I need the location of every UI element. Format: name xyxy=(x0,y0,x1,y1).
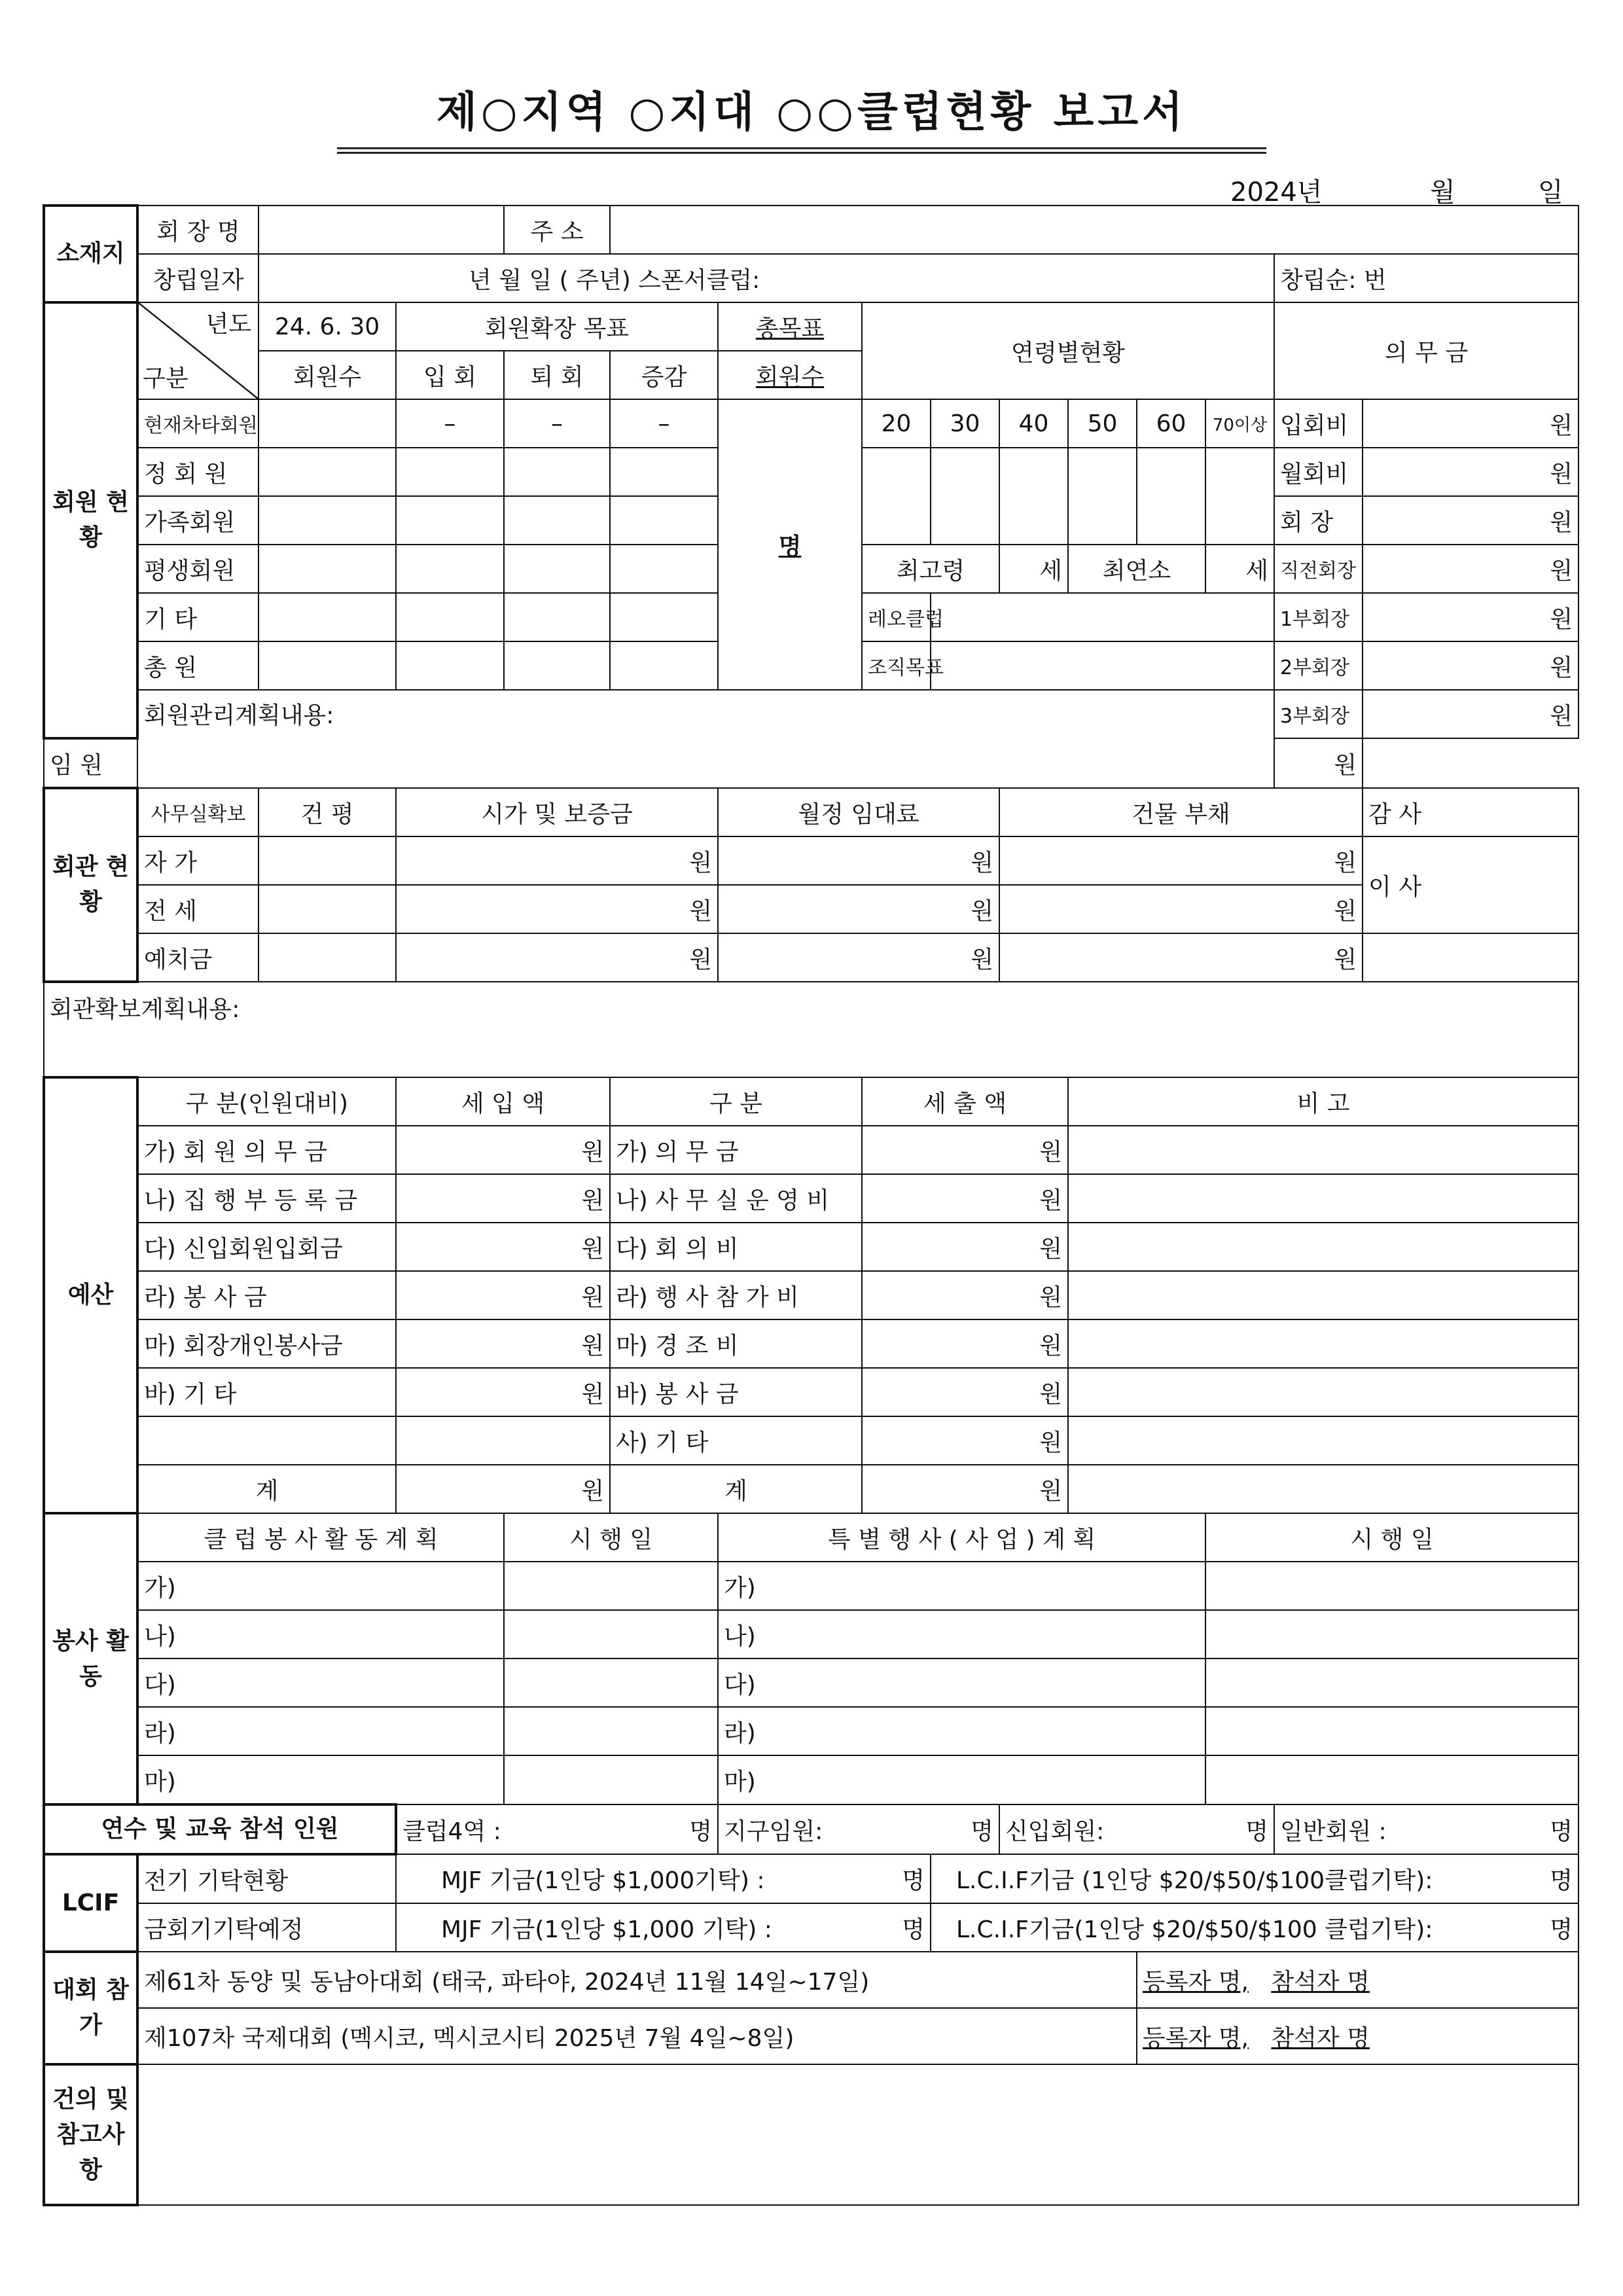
title-underline-1 xyxy=(337,147,1266,149)
income-amount[interactable]: 원 xyxy=(396,1223,610,1271)
income-label: 가) 회 원 의 무 금 xyxy=(137,1126,396,1174)
member-cell[interactable] xyxy=(396,593,504,641)
member-cell[interactable] xyxy=(259,593,396,641)
member-plan-label: 회원관리계획내용: xyxy=(144,702,334,729)
member-cell[interactable] xyxy=(504,496,610,545)
service-date[interactable] xyxy=(504,1659,718,1707)
member-cell[interactable] xyxy=(259,545,396,593)
expense-label: 가) 의 무 금 xyxy=(610,1126,862,1174)
leo-label-1: 레오클럽 xyxy=(862,593,931,641)
age-50-label: 50 xyxy=(1068,399,1137,448)
budget-note[interactable] xyxy=(1068,1368,1578,1416)
member-cell[interactable] xyxy=(396,641,504,690)
dues-amount[interactable]: 원 xyxy=(1363,641,1578,690)
member-cell[interactable] xyxy=(396,448,504,496)
area-header: 건 평 xyxy=(259,788,396,836)
service-item[interactable]: 가) xyxy=(137,1562,504,1610)
hall-cell[interactable] xyxy=(259,933,396,982)
dues-row-label: 1부회장 xyxy=(1274,593,1363,641)
member-cell[interactable] xyxy=(259,641,396,690)
income-amount[interactable]: 원 xyxy=(396,1319,610,1368)
age-30-value[interactable] xyxy=(931,448,999,545)
oldest-label: 최고령 xyxy=(862,545,999,593)
member-row-label: 기 타 xyxy=(137,593,259,641)
expense-label: 마) 경 조 비 xyxy=(610,1319,862,1368)
lcif-unit: 명 xyxy=(1550,1916,1573,1943)
service-date[interactable] xyxy=(504,1562,718,1610)
service-date-header: 시 행 일 xyxy=(504,1513,718,1562)
age-50-value[interactable] xyxy=(1068,448,1137,545)
dues-amount[interactable]: 원 xyxy=(1363,448,1578,496)
expense-total-label: 계 xyxy=(610,1465,862,1513)
hall-plan-field[interactable] xyxy=(44,982,1578,1077)
member-cell[interactable] xyxy=(610,496,718,545)
leo-label-2: 조직목표 xyxy=(862,641,931,690)
special-item[interactable]: 라) xyxy=(718,1707,1205,1755)
date-year: 2024년 xyxy=(1230,177,1323,207)
hall-section-label: 회관 현황 xyxy=(44,788,137,982)
location-section-label: 소재지 xyxy=(44,206,137,302)
member-cell[interactable] xyxy=(610,593,718,641)
total-target-unit: 명 xyxy=(778,533,802,560)
budget-category2-header: 구 분 xyxy=(610,1077,862,1126)
hall-cell[interactable]: 원 xyxy=(396,836,718,885)
service-item[interactable]: 다) xyxy=(137,1659,504,1707)
dues-row-label: 감 사 xyxy=(1363,788,1578,836)
mjf-label: MJF 기금(1인당 $1,000 기탁) : xyxy=(441,1916,772,1943)
age-30-label: 30 xyxy=(931,399,999,448)
dues-row-label: 3부회장 xyxy=(1274,690,1363,738)
income-amount[interactable] xyxy=(396,1416,610,1465)
oldest-value[interactable]: 세 xyxy=(999,545,1068,593)
training-district[interactable] xyxy=(718,1804,999,1854)
lcif-fund-label: L.C.I.F기금 (1인당 $20/$50/$100클럽기탁): xyxy=(956,1867,1433,1894)
president-field[interactable] xyxy=(259,206,504,254)
member-cell[interactable] xyxy=(504,448,610,496)
income-label: 마) 회장개인봉사금 xyxy=(137,1319,396,1368)
lcif-row2-mjf[interactable] xyxy=(396,1903,931,1952)
debt-header: 건물 부채 xyxy=(999,788,1363,836)
dues-amount[interactable]: 원 xyxy=(1363,690,1578,738)
total-target-label-1: 총목표 xyxy=(718,302,862,351)
special-item[interactable]: 나) xyxy=(718,1610,1205,1659)
price-header: 시가 및 보증금 xyxy=(396,788,718,836)
budget-note-header: 비 고 xyxy=(1068,1077,1578,1126)
special-date[interactable] xyxy=(1205,1659,1578,1707)
registrant-label: 등록자 명, xyxy=(1143,1968,1249,1996)
date-day: 일 xyxy=(1538,177,1563,207)
age-60-label: 60 xyxy=(1137,399,1205,448)
training-district-label: 지구임원: xyxy=(724,1818,823,1845)
budget-note[interactable] xyxy=(1068,1223,1578,1271)
member-cell[interactable] xyxy=(504,593,610,641)
member-plan-field[interactable] xyxy=(137,690,1274,788)
dues-amount[interactable]: 원 xyxy=(1363,545,1578,593)
member-cell[interactable] xyxy=(259,399,396,448)
dues-row-label: 입회비 xyxy=(1274,399,1363,448)
budget-note[interactable] xyxy=(1068,1271,1578,1319)
hall-cell[interactable]: 원 xyxy=(999,836,1363,885)
training-general[interactable] xyxy=(1274,1804,1578,1854)
member-cell[interactable] xyxy=(504,545,610,593)
convention-label: 대회 참가 xyxy=(44,1952,137,2064)
hall-cell[interactable]: 원 xyxy=(396,885,718,933)
training-newmember-label: 신입회원: xyxy=(1005,1818,1105,1845)
category-label: 구분 xyxy=(143,365,188,392)
remarks-field[interactable] xyxy=(137,2064,1578,2205)
budget-expense-header: 세 출 액 xyxy=(862,1077,1068,1126)
member-cell[interactable] xyxy=(610,545,718,593)
income-total-label: 계 xyxy=(137,1465,396,1513)
change-header: 증감 xyxy=(610,351,718,399)
member-cell[interactable] xyxy=(396,545,504,593)
expense-label: 바) 봉 사 금 xyxy=(610,1368,862,1416)
member-row-label: 현재차타회원 xyxy=(137,399,259,448)
lcif-row2-fund[interactable] xyxy=(931,1903,1578,1952)
budget-note[interactable] xyxy=(1068,1465,1578,1513)
youngest-label: 최연소 xyxy=(1068,545,1205,593)
lcif-unit: 명 xyxy=(902,1867,925,1894)
attendee-label: 참석자 명 xyxy=(1271,1968,1370,1996)
dues-amount[interactable]: 원 xyxy=(1363,496,1578,545)
year-label: 년도 xyxy=(205,311,251,338)
income-amount[interactable]: 원 xyxy=(396,1126,610,1174)
hall-row-label: 자 가 xyxy=(137,836,259,885)
age-40-value[interactable] xyxy=(999,448,1068,545)
special-date[interactable] xyxy=(1205,1562,1578,1610)
budget-category-header: 구 분(인원대비) xyxy=(137,1077,396,1126)
age-70-value[interactable] xyxy=(1205,448,1274,545)
member-cell[interactable] xyxy=(259,448,396,496)
special-date[interactable] xyxy=(1205,1707,1578,1755)
founded-order-field[interactable]: 창립순: 번 xyxy=(1274,254,1578,302)
youngest-value[interactable]: 세 xyxy=(1205,545,1274,593)
dues-row-label: 직전회장 xyxy=(1274,545,1363,593)
service-date[interactable] xyxy=(504,1755,718,1804)
lcif-row1-label: 전기 기탁현황 xyxy=(137,1854,396,1903)
training-unit: 명 xyxy=(971,1818,993,1845)
dues-row-label: 월회비 xyxy=(1274,448,1363,496)
expense-amount[interactable]: 원 xyxy=(862,1223,1068,1271)
service-item[interactable]: 나) xyxy=(137,1610,504,1659)
age-header: 연령별현황 xyxy=(862,302,1274,399)
lcif-row1-fund[interactable] xyxy=(931,1854,1578,1903)
leo-value-2[interactable] xyxy=(931,641,1274,690)
training-label: 연수 및 교육 참석 인원 xyxy=(44,1804,396,1854)
target-header: 회원확장 목표 xyxy=(396,302,718,351)
lcif-row1-mjf[interactable] xyxy=(396,1854,931,1903)
lcif-label: LCIF xyxy=(44,1854,137,1952)
budget-note[interactable] xyxy=(1068,1319,1578,1368)
join-header: 입 회 xyxy=(396,351,504,399)
leo-value-1[interactable] xyxy=(931,593,1274,641)
service-date[interactable] xyxy=(504,1707,718,1755)
budget-note[interactable] xyxy=(1068,1126,1578,1174)
convention-row2-signup[interactable] xyxy=(1137,2008,1578,2064)
member-count-header: 회원수 xyxy=(259,351,396,399)
leave-header: 퇴 회 xyxy=(504,351,610,399)
member-cell[interactable] xyxy=(610,448,718,496)
service-section-label: 봉사 활동 xyxy=(44,1513,137,1804)
total-target-value[interactable] xyxy=(718,399,862,690)
expense-amount[interactable]: 원 xyxy=(862,1416,1068,1465)
expense-label: 다) 회 의 비 xyxy=(610,1223,862,1271)
dues-amount[interactable]: 원 xyxy=(1274,738,1363,788)
office-label: 사무실확보 xyxy=(137,788,259,836)
lcif-fund-label: L.C.I.F기금(1인당 $20/$50/$100 클럽기탁): xyxy=(956,1916,1433,1943)
date-month: 월 xyxy=(1430,177,1455,207)
convention-row2: 제107차 국제대회 (멕시코, 멕시코시티 2025년 7월 4일~8일) xyxy=(137,2008,1137,2064)
budget-section-label: 예산 xyxy=(44,1077,137,1513)
convention-row1: 제61차 동양 및 동남아대회 (태국, 파타야, 2024년 11월 14일~17일) xyxy=(137,1952,1137,2008)
training-newmember[interactable] xyxy=(999,1804,1274,1854)
training-unit: 명 xyxy=(1550,1818,1573,1845)
members-section-label: 회원 현황 xyxy=(44,302,137,738)
year-category-header xyxy=(137,302,259,399)
lcif-row2-label: 금회기기탁예정 xyxy=(137,1903,396,1952)
income-total-amount[interactable]: 원 xyxy=(396,1465,610,1513)
expense-label: 나) 사 무 실 운 영 비 xyxy=(610,1174,862,1223)
service-item[interactable]: 라) xyxy=(137,1707,504,1755)
special-date[interactable] xyxy=(1205,1755,1578,1804)
convention-row1-signup[interactable] xyxy=(1137,1952,1578,2008)
income-label: 라) 봉 사 금 xyxy=(137,1271,396,1319)
hall-cell[interactable]: 원 xyxy=(999,933,1363,982)
training-club4[interactable] xyxy=(396,1804,718,1854)
special-item[interactable]: 다) xyxy=(718,1659,1205,1707)
service-item[interactable]: 마) xyxy=(137,1755,504,1804)
special-item[interactable]: 가) xyxy=(718,1562,1205,1610)
hall-row-label: 예치금 xyxy=(137,933,259,982)
special-plan-header: 특 별 행 사 ( 사 업 ) 계 획 xyxy=(718,1513,1205,1562)
training-general-label: 일반회원 : xyxy=(1280,1818,1387,1845)
dues-header: 의 무 금 xyxy=(1274,302,1578,399)
member-cell[interactable] xyxy=(259,496,396,545)
founded-field[interactable]: 년 월 일 ( 주년) 스폰서클럽: xyxy=(259,254,1274,302)
member-cell: – xyxy=(610,399,718,448)
mjf-label: MJF 기금(1인당 $1,000기탁) : xyxy=(441,1867,765,1894)
asof-date: 24. 6. 30 xyxy=(259,302,396,351)
income-label: 다) 신입회원입회금 xyxy=(137,1223,396,1271)
dues-amount[interactable]: 원 xyxy=(1363,593,1578,641)
hall-cell[interactable]: 원 xyxy=(396,933,718,982)
lcif-unit: 명 xyxy=(902,1916,925,1943)
dues-row-label: 이 사 xyxy=(1363,836,1578,933)
expense-amount[interactable]: 원 xyxy=(862,1319,1068,1368)
age-60-value[interactable] xyxy=(1137,448,1205,545)
member-cell: – xyxy=(504,399,610,448)
income-amount[interactable]: 원 xyxy=(396,1271,610,1319)
dues-extra-cell xyxy=(1363,933,1578,982)
expense-label: 라) 행 사 참 가 비 xyxy=(610,1271,862,1319)
income-amount[interactable]: 원 xyxy=(396,1174,610,1223)
training-club4-label: 클럽4역 : xyxy=(402,1818,501,1845)
hall-cell[interactable] xyxy=(259,885,396,933)
special-item[interactable]: 마) xyxy=(718,1755,1205,1804)
age-20-value[interactable] xyxy=(862,448,931,545)
member-row-label: 총 원 xyxy=(137,641,259,690)
lcif-unit: 명 xyxy=(1550,1867,1573,1894)
training-unit: 명 xyxy=(1245,1818,1268,1845)
dues-row-label: 회 장 xyxy=(1274,496,1363,545)
special-date-header: 시 행 일 xyxy=(1205,1513,1578,1562)
registrant-label: 등록자 명, xyxy=(1143,2024,1249,2052)
income-label: 바) 기 타 xyxy=(137,1368,396,1416)
hall-cell[interactable]: 원 xyxy=(718,885,999,933)
remarks-label: 건의 및 참고사항 xyxy=(44,2064,137,2205)
hall-cell[interactable]: 원 xyxy=(999,885,1363,933)
hall-row-label: 전 세 xyxy=(137,885,259,933)
total-target-label-2: 회원수 xyxy=(718,351,862,399)
member-cell[interactable] xyxy=(610,641,718,690)
member-cell: – xyxy=(396,399,504,448)
hall-cell[interactable]: 원 xyxy=(718,836,999,885)
hall-plan-label: 회관확보계획내용: xyxy=(50,996,240,1023)
budget-note[interactable] xyxy=(1068,1416,1578,1465)
expense-total-amount[interactable]: 원 xyxy=(862,1465,1068,1513)
report-title: 제○지역 ○지대 ○○클럽현황 보고서 xyxy=(436,88,1187,137)
hall-cell[interactable] xyxy=(259,836,396,885)
service-date[interactable] xyxy=(504,1610,718,1659)
income-label: 나) 집 행 부 등 록 금 xyxy=(137,1174,396,1223)
member-cell[interactable] xyxy=(504,641,610,690)
age-20-label: 20 xyxy=(862,399,931,448)
training-unit: 명 xyxy=(689,1818,712,1845)
expense-label: 사) 기 타 xyxy=(610,1416,862,1465)
expense-amount[interactable]: 원 xyxy=(862,1126,1068,1174)
service-plan-header: 클 럽 봉 사 활 동 계 획 xyxy=(137,1513,504,1562)
expense-amount[interactable]: 원 xyxy=(862,1174,1068,1223)
expense-amount[interactable]: 원 xyxy=(862,1271,1068,1319)
hall-cell[interactable]: 원 xyxy=(718,933,999,982)
age-40-label: 40 xyxy=(999,399,1068,448)
founded-label: 창립일자 xyxy=(137,254,259,302)
member-row-label: 가족회원 xyxy=(137,496,259,545)
budget-income-header: 세 입 액 xyxy=(396,1077,610,1126)
title-underline-2 xyxy=(337,152,1266,154)
income-label xyxy=(137,1416,396,1465)
member-cell[interactable] xyxy=(396,496,504,545)
dues-amount[interactable]: 원 xyxy=(1363,399,1578,448)
member-row-label: 정 회 원 xyxy=(137,448,259,496)
address-field[interactable] xyxy=(610,206,1578,254)
age-70-label: 70이상 xyxy=(1205,399,1274,448)
budget-note[interactable] xyxy=(1068,1174,1578,1223)
income-amount[interactable]: 원 xyxy=(396,1368,610,1416)
rent-header: 월정 임대료 xyxy=(718,788,999,836)
address-label: 주 소 xyxy=(504,206,610,254)
dues-row-label: 2부회장 xyxy=(1274,641,1363,690)
attendee-label: 참석자 명 xyxy=(1271,2024,1370,2052)
dues-row-label: 임 원 xyxy=(44,738,137,788)
club-status-form xyxy=(43,204,1579,2206)
expense-amount[interactable]: 원 xyxy=(862,1368,1068,1416)
member-row-label: 평생회원 xyxy=(137,545,259,593)
president-label: 회 장 명 xyxy=(137,206,259,254)
special-date[interactable] xyxy=(1205,1610,1578,1659)
